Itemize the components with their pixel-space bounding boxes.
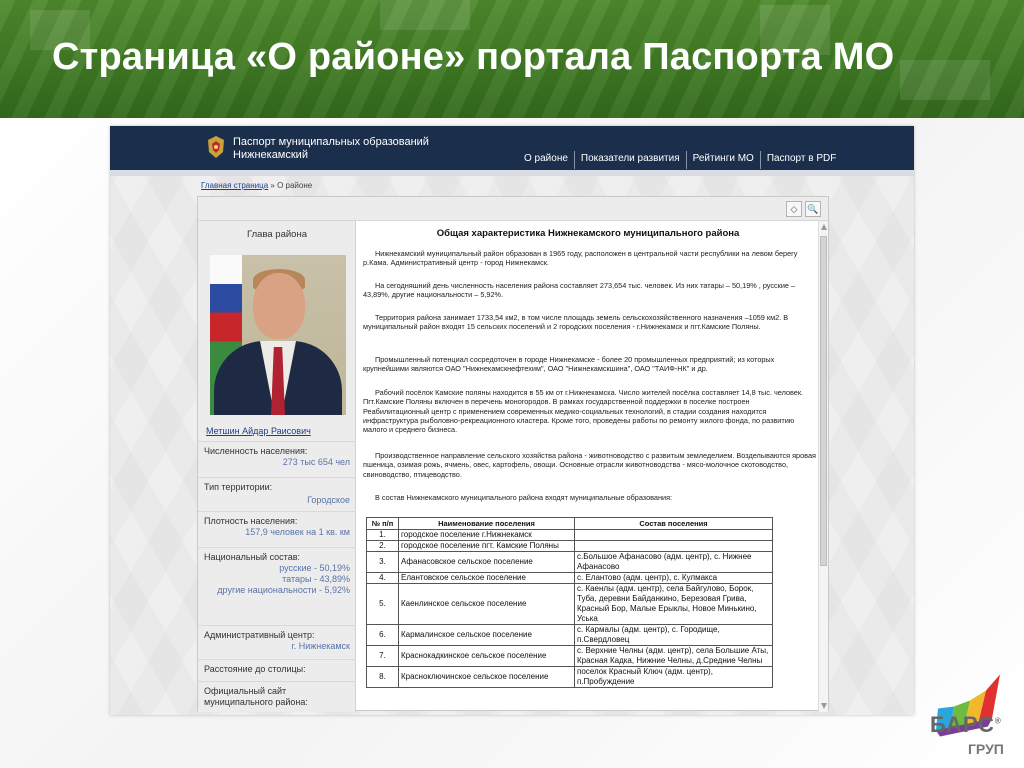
header-composition: Состав поселения — [575, 518, 773, 530]
table-cell: с. Кармалы (адм. центр), с. Городище, п.Свердловец — [575, 625, 773, 646]
logo-registered: ® — [994, 716, 1002, 726]
breadcrumb — [201, 181, 312, 190]
table-header-row — [367, 518, 773, 530]
table-cell: с. Верхние Челны (адм. центр), села Большие Аты, Красная Кадка, Нижние Челны, д.Средние Челны — [575, 646, 773, 667]
territory-label: Тип территории: — [204, 482, 273, 492]
nav-item-ratings[interactable]: Рейтинги МО — [686, 151, 760, 169]
table-cell: городское поселение пгт. Камские Поляны — [399, 541, 575, 552]
population-label: Численность населения: — [204, 446, 308, 456]
table-row — [367, 646, 773, 667]
national-value-2: татары - 43,89% — [282, 574, 350, 584]
header-number: № п/п — [367, 518, 399, 530]
population-value: 273 тыс 654 чел — [282, 457, 350, 467]
territory-block — [198, 477, 356, 511]
paragraph: На сегодняшний день численность населения района составляет 273,654 тыс. человек. Из них татары – 50,19% , русские – 43,89%, другие национальности – 5,92%. — [363, 281, 796, 300]
main-nav — [518, 151, 842, 169]
density-block — [198, 511, 356, 547]
table-cell: Краснокадкинское сельское поселение — [399, 646, 575, 667]
national-value-1: русские - 50,19% — [279, 563, 350, 573]
table-cell: 4. — [367, 573, 399, 584]
content-panel — [197, 196, 829, 711]
scroll-down-icon[interactable] — [821, 703, 827, 709]
breadcrumb-home-link[interactable]: Главная страница — [201, 181, 269, 190]
content-scrollbar[interactable] — [818, 221, 828, 712]
table-cell: Афанасовское сельское поселение — [399, 552, 575, 573]
national-value-3: другие национальности - 5,92% — [217, 585, 350, 595]
slide-title-band — [0, 0, 1024, 118]
nav-item-pdf[interactable]: Паспорт в PDF — [760, 151, 843, 169]
density-value: 157,9 человек на 1 кв. км — [245, 527, 350, 537]
table-row — [367, 667, 773, 688]
table-cell: Кармалинское сельское поселение — [399, 625, 575, 646]
admin-center-value: г. Нижнекамск — [291, 641, 350, 651]
logo-subtitle: ГРУП — [968, 741, 1004, 757]
admin-center-block — [198, 625, 356, 659]
background-building — [380, 0, 470, 30]
table-row — [367, 541, 773, 552]
nav-item-about[interactable]: О районе — [524, 153, 568, 164]
site-title-line1: Паспорт муниципальных образований — [233, 136, 429, 148]
table-cell: с.Большое Афанасово (адм. центр), с. Нижнее Афанасово — [575, 552, 773, 573]
search-button[interactable]: 🔍 — [805, 201, 821, 217]
site-title-line2: Нижнекамский — [233, 149, 308, 161]
expand-button[interactable]: ◇ — [786, 201, 802, 217]
sidebar — [198, 221, 356, 712]
content-title: Общая характеристика Нижнекамского муниципального района — [436, 228, 740, 239]
logo-name-text: БАРС — [930, 712, 995, 737]
site-block — [198, 681, 356, 712]
nav-item-indicators[interactable]: Показатели развития — [574, 151, 686, 169]
table-cell: с. Каенлы (адм. центр), села Байгулово, Борок, Туба, деревни Байданкино, Березовая Грива, Красный Бор, Малые Ерыклы, Новое Минькино, Уська — [575, 584, 773, 625]
slide-title: Страница «О районе» портала Паспорта МО — [52, 36, 895, 78]
table-cell: Елантовское сельское поселение — [399, 573, 575, 584]
table-cell: с. Елантово (адм. центр), с. Кулмакса — [575, 573, 773, 584]
table-cell: 6. — [367, 625, 399, 646]
head-name-link[interactable]: Метшин Айдар Раисович — [206, 426, 311, 436]
scroll-up-icon[interactable] — [821, 224, 827, 230]
table-row — [367, 552, 773, 573]
territory-value: Городское — [307, 495, 350, 505]
paragraph: Нижнекамский муниципальный район образован в 1965 году, расположен в центральной части республики на левом берегу р.Кама. Административный центр - город Нижнекамск. — [363, 249, 798, 268]
settlements-table — [366, 517, 773, 688]
national-block — [198, 547, 356, 625]
photo-face — [253, 273, 305, 339]
paragraph: В состав Нижнекамского муниципального района входят муниципальные образования: — [375, 493, 673, 502]
site-header — [110, 126, 914, 170]
table-cell: 8. — [367, 667, 399, 688]
table-cell — [575, 541, 773, 552]
portal-screenshot — [110, 126, 914, 715]
header-name: Наименование поселения — [399, 518, 575, 530]
table-cell: городское поселение г.Нижнекамск — [399, 530, 575, 541]
paragraph: Территория района занимает 1733,54 км2, в том числе площадь земель сельскохозяйственного назначения –1059 км2. В муниципальный район входят 15 сельских поселений и 2 городских поселения - г.Нижнекамск и пгт.Камские Поляны. — [363, 313, 789, 332]
table-cell: 2. — [367, 541, 399, 552]
distance-label: Расстояние до столицы: — [204, 664, 306, 674]
logo-name — [930, 712, 1014, 738]
density-label: Плотность населения: — [204, 516, 298, 526]
distance-block — [198, 659, 356, 681]
table-cell: 7. — [367, 646, 399, 667]
main-content — [358, 221, 818, 712]
table-cell: Каенлинское сельское поселение — [399, 584, 575, 625]
head-label: Глава района — [247, 229, 307, 240]
coat-of-arms-icon — [205, 134, 227, 160]
scroll-thumb[interactable] — [820, 236, 827, 566]
table-cell: 3. — [367, 552, 399, 573]
table-row — [367, 573, 773, 584]
table-row — [367, 530, 773, 541]
table-cell: 1. — [367, 530, 399, 541]
table-cell — [575, 530, 773, 541]
breadcrumb-separator: » — [268, 181, 278, 190]
table-row — [367, 584, 773, 625]
table-cell: поселок Красный Ключ (адм. центр), п.Пробуждение — [575, 667, 773, 688]
breadcrumb-current: О районе — [277, 181, 313, 190]
paragraph: Рабочий посёлок Камские поляны находится в 55 км от г.Нижнекамска. Число жителей посёлка составляет 14,8 тыс. человек. Пгт.Камские Поляны включен в перечень моногородов. В рамках государственной поддержки в поселке построен Реабилитационный центр с применением современных медико-социальных технологий, в стадии создания находится инфраструктура рыболовно-рекреационного кластера. Кроме того, проведены работы по ремонту жилого фонда, по развитию малого и среднего бизнеса. — [363, 388, 804, 435]
head-photo — [210, 255, 346, 415]
table-cell: Красноключинское сельское поселение — [399, 667, 575, 688]
official-site-label: Официальный сайт муниципального района: — [204, 686, 308, 707]
population-block — [198, 441, 356, 477]
table-row — [367, 625, 773, 646]
paragraph: Промышленный потенциал сосредоточен в городе Нижнекамске - более 20 промышленных предприятий; из которых крупнейшими являются ОАО "Нижнекамскнефтехим", ОАО "Нижнекамскшина", ОАО "ТАИФ-НК" и др. — [363, 355, 775, 374]
national-label: Национальный состав: — [204, 552, 300, 562]
site-title — [233, 136, 429, 162]
table-cell: 5. — [367, 584, 399, 625]
admin-center-label: Административный центр: — [204, 630, 315, 640]
panel-toolbar — [198, 197, 828, 221]
header-strip — [110, 170, 914, 176]
paragraph: Производственное направление сельского хозяйства района - животноводство с развитым земледелием. Возделываются яровая пшеница, озимая рожь, ячмень, овес, картофель, овощи. Основные отрасли животноводства - мясо-молочное скотоводство, свиноводство, птицеводство. — [363, 451, 816, 479]
